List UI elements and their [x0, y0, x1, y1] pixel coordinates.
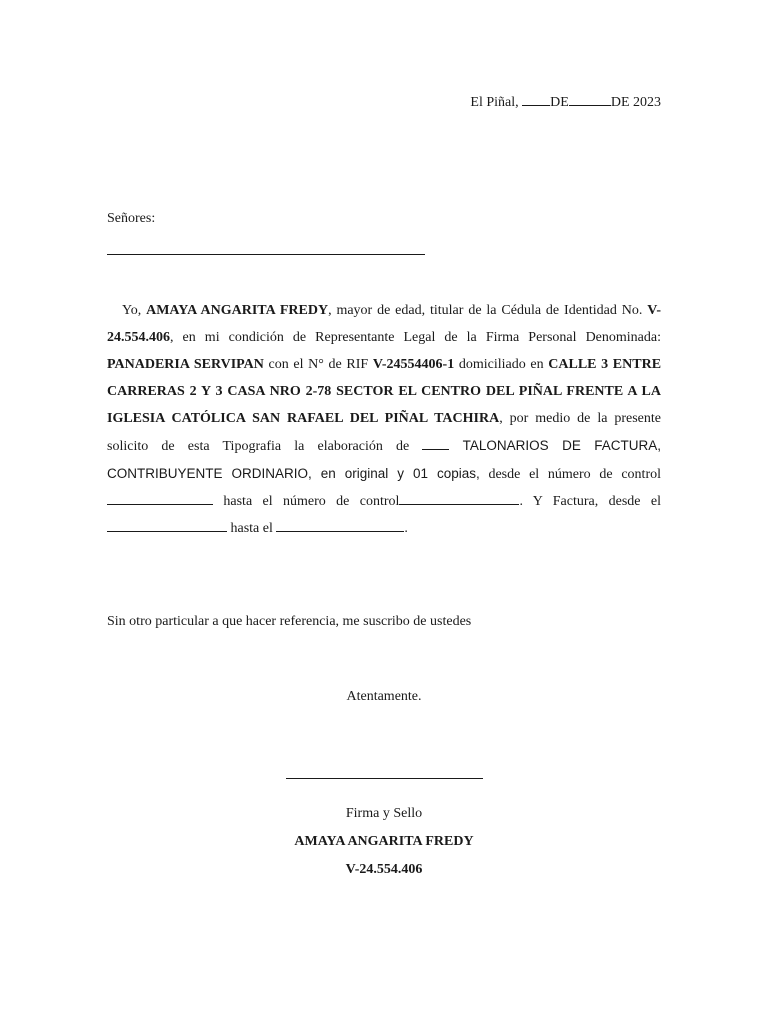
body-text-end: .	[404, 521, 408, 536]
body-text-c: con el N° de RIF	[268, 357, 369, 372]
cedula-number: V-24.554.406	[107, 303, 662, 345]
date-de-2: DE 2023	[610, 95, 661, 110]
body-text-i: hasta el	[230, 521, 273, 536]
place-text: El Piñal,	[470, 95, 519, 110]
signature-label: Firma y Sello	[345, 806, 423, 821]
salutation: Señores:	[107, 211, 156, 226]
request-paragraph	[107, 297, 661, 542]
talonarios-text: TALONARIOS DE FACTURA, CONTRIBUYENTE ORDINARIO, en original y 01 copias,	[107, 438, 662, 481]
signature-name: AMAYA ANGARITA FREDY	[294, 834, 474, 849]
yo-text: Yo,	[122, 303, 142, 318]
month-blank	[569, 92, 611, 106]
invoice-from-blank	[107, 518, 227, 532]
control-from-blank	[107, 491, 213, 505]
body-text-d: domiciliado en	[458, 357, 544, 372]
address-text: CALLE 3 ENTRE CARRERAS 2 Y 3 CASA NRO 2-78 SECTOR EL CENTRO DEL PIÑAL FRENTE A LA IGLESIA CATÓLICA SAN RAFAEL DEL PIÑAL TACHIRA	[107, 357, 662, 426]
signature-block	[0, 800, 768, 884]
recipient-line	[107, 254, 425, 255]
closing-text: Sin otro particular a que hacer referencia, me suscribo de ustedes	[107, 614, 472, 629]
body-text-g: hasta el número de control	[223, 494, 400, 509]
body-text-a: , mayor de edad, titular de la Cédula de Identidad No.	[328, 303, 643, 318]
body-text-b: , en mi condición de Representante Legal de la Firma Personal Denominada:	[170, 330, 661, 345]
attentively-text: Atentamente.	[346, 689, 422, 704]
day-blank	[522, 92, 550, 106]
company-name: PANADERIA SERVIPAN	[107, 357, 264, 372]
place-date	[470, 92, 661, 111]
rif-number: V-24554406-1	[372, 357, 455, 372]
signature-line	[286, 778, 483, 779]
applicant-name: AMAYA ANGARITA FREDY	[146, 303, 329, 318]
date-de-1: DE	[550, 95, 569, 110]
control-to-blank	[399, 491, 519, 505]
body-text-h: . Y Factura, desde el	[519, 494, 662, 509]
signature-id: V-24.554.406	[345, 862, 423, 877]
quantity-blank	[422, 436, 449, 450]
body-text-e: , por medio de la presente solicito de esta Tipografia la elaboración de	[107, 411, 661, 454]
body-text-f: desde el número de control	[488, 467, 661, 482]
invoice-to-blank	[276, 518, 404, 532]
